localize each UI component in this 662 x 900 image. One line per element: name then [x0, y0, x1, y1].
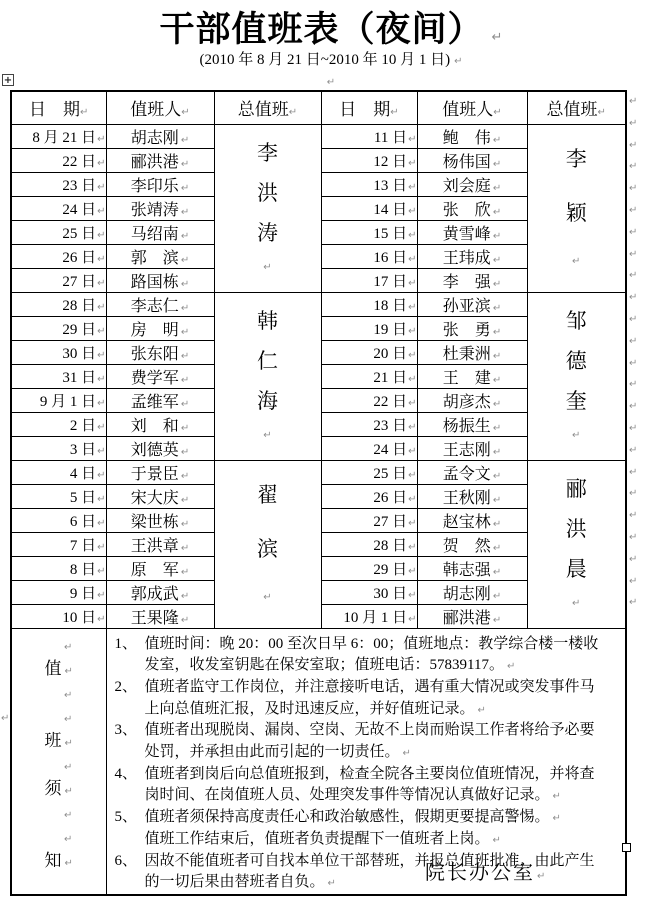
table-move-handle-icon[interactable]: + — [3, 74, 13, 86]
paragraph-mark-icon: ↵ — [97, 349, 106, 361]
paragraph-mark-icon: ↵ — [492, 590, 502, 602]
notes-label-char: 值 ↵ — [44, 658, 73, 678]
paragraph-mark-icon: ↵ — [477, 704, 486, 716]
paragraph-mark-icon: ↵ — [263, 262, 272, 274]
note-item — [113, 677, 624, 720]
paragraph-mark-icon: ↵ — [97, 445, 106, 457]
notes-cell — [106, 628, 626, 895]
duty-person-cell: 张东阳 ↵ — [106, 340, 214, 364]
paragraph-mark-icon: ↵ — [572, 430, 581, 442]
notes-list — [107, 629, 626, 894]
paragraph-mark-icon: ↵ — [492, 398, 502, 410]
paragraph-mark-icon: ↵ — [64, 857, 73, 869]
date-cell: 20 日↵ — [321, 340, 417, 364]
supervisor-cell: 李 颖 ↵ — [527, 124, 626, 292]
paragraph-mark-icon: ↵ — [97, 253, 106, 265]
paragraph-mark-icon: ↵ — [629, 466, 638, 478]
duty-person-cell: 张靖涛 ↵ — [106, 196, 214, 220]
duty-person-cell: 王洪章 ↵ — [106, 532, 214, 556]
note-text: 值班者到岗后向总值班报到，检查全院各主要岗位值班情况，并将查 岗时间、在岗值班人员、处理突发事件等情况认真做好记录。 ↵ — [144, 765, 595, 804]
note-text: 值班者出现脱岗、漏岗、空岗、无故不上岗而贻误工作者将给予必要 处罚，并承担由此而引起的一切责任。 ↵ — [144, 722, 595, 761]
note-text: 值班者须保持高度责任心和政治敏感性，假期更要提高警惕。 ↵ 值班工作结束后，值班者负责提醒下一值班者上岗。 ↵ — [144, 809, 561, 847]
note-number: 5、 — [114, 809, 138, 826]
paragraph-mark-icon: ↵ — [629, 248, 638, 260]
duty-person-cell: 胡志刚 ↵ — [106, 124, 214, 148]
notes-label-char: 须 ↵ — [44, 778, 73, 798]
notes-row — [11, 628, 626, 895]
paragraph-mark-icon: ↵ — [629, 204, 638, 216]
duty-person-cell: 李 强 ↵ — [417, 268, 527, 292]
paragraph-mark-icon: ↵ — [629, 161, 638, 173]
paragraph-mark-icon: ↵ — [180, 614, 190, 626]
paragraph-mark-icon: ↵ — [492, 518, 502, 530]
date-cell: 23 日↵ — [321, 412, 417, 436]
paragraph-mark-icon: ↵ — [97, 229, 106, 241]
supervisor-cell: 李 洪 涛 ↵ — [214, 124, 321, 292]
paragraph-mark-icon: ↵ — [180, 446, 190, 458]
date-cell: 6 日↵ — [11, 508, 106, 532]
date-cell: 25 日↵ — [11, 220, 106, 244]
date-cell: 10 日↵ — [11, 604, 106, 628]
empty-paragraph-line — [12, 633, 106, 657]
paragraph-mark-icon: ↵ — [64, 833, 73, 845]
paragraph-mark-icon: ↵ — [492, 206, 502, 218]
header-date-left: 日 期↵ — [11, 91, 106, 124]
note-item — [113, 720, 624, 763]
paragraph-mark-icon: ↵ — [326, 77, 336, 88]
duty-person-cell: 房 明 ↵ — [106, 316, 214, 340]
paragraph-mark-icon: ↵ — [597, 107, 606, 119]
paragraph-mark-icon: ↵ — [492, 470, 502, 482]
paragraph-mark-icon: ↵ — [629, 422, 638, 434]
duty-person-cell: 韩志强 ↵ — [417, 556, 527, 580]
paragraph-mark-icon: ↵ — [408, 301, 417, 313]
paragraph-mark-icon: ↵ — [180, 494, 190, 506]
paragraph-mark-icon: ↵ — [97, 493, 106, 505]
paragraph-mark-icon: ↵ — [572, 255, 581, 267]
duty-person-cell: 王志刚 ↵ — [417, 436, 527, 460]
date-cell: 22 日↵ — [321, 388, 417, 412]
notes-label-cell — [11, 628, 106, 895]
duty-person-cell: 郦洪港 ↵ — [106, 148, 214, 172]
duty-person-cell: 孟维军 ↵ — [106, 388, 214, 412]
date-cell: 11 日↵ — [321, 124, 417, 148]
paragraph-mark-icon: ↵ — [629, 96, 638, 107]
header-person-right: 值班人↵ — [417, 91, 527, 124]
page-title: 干部值班表（夜间） — [159, 10, 484, 49]
date-cell: 2 日↵ — [11, 412, 106, 436]
paragraph-mark-icon: ↵ — [180, 254, 190, 266]
paragraph-mark-icon: ↵ — [492, 542, 502, 554]
date-cell: 18 日↵ — [321, 292, 417, 316]
date-cell: 30 日↵ — [321, 580, 417, 604]
paragraph-mark-icon: ↵ — [629, 379, 638, 391]
paragraph-mark-icon: ↵ — [180, 518, 190, 530]
paragraph-mark-icon: ↵ — [263, 430, 272, 442]
table-resize-handle[interactable] — [622, 843, 631, 852]
paragraph-mark-icon: ↵ — [408, 253, 417, 265]
duty-person-cell: 赵宝林 ↵ — [417, 508, 527, 532]
paragraph-mark-icon: ↵ — [180, 422, 190, 434]
date-cell: 13 日↵ — [321, 172, 417, 196]
date-cell: 4 日↵ — [11, 460, 106, 484]
paragraph-mark-icon: ↵ — [180, 302, 190, 314]
duty-person-cell: 张 勇 ↵ — [417, 316, 527, 340]
paragraph-mark-icon: ↵ — [64, 761, 73, 773]
paragraph-mark-icon: ↵ — [181, 107, 190, 119]
duty-person-cell: 胡彦杰 ↵ — [417, 388, 527, 412]
date-cell: 16 日↵ — [321, 244, 417, 268]
paragraph-mark-icon: ↵ — [97, 373, 106, 385]
supervisor-cell: 翟 滨 ↵ — [214, 460, 321, 628]
duty-person-cell: 胡志刚 ↵ — [417, 580, 527, 604]
paragraph-mark-icon: ↵ — [97, 277, 106, 289]
paragraph-mark-icon: ↵ — [492, 182, 502, 194]
duty-person-cell: 杜秉洲 ↵ — [417, 340, 527, 364]
duty-person-cell: 杨振生 ↵ — [417, 412, 527, 436]
date-cell: 22 日↵ — [11, 148, 106, 172]
duty-person-cell: 于景臣 ↵ — [106, 460, 214, 484]
paragraph-mark-icon: ↵ — [64, 713, 73, 725]
paragraph-mark-icon: ↵ — [180, 470, 190, 482]
note-number: 2、 — [114, 678, 138, 695]
paragraph-mark-icon: ↵ — [492, 254, 502, 266]
date-cell: 10 月 1 日↵ — [321, 604, 417, 628]
note-number: 4、 — [114, 765, 138, 782]
paragraph-mark-icon: ↵ — [629, 575, 638, 587]
note-number: 6、 — [114, 852, 138, 869]
header-person-left: 值班人↵ — [106, 91, 214, 124]
paragraph-mark-icon: ↵ — [629, 401, 638, 413]
note-text: 因故不能值班者可自找本单位干部替班，并报总值班批准，由此产生 的一切后果由替班者自负。 ↵ — [144, 852, 595, 891]
note-text: 值班者监守工作岗位，并注意接听电话，遇有重大情况或突发事件马 上向总值班汇报，及时迅速反应，并好值班记录。 ↵ — [144, 678, 595, 717]
duty-person-cell: 贺 然 ↵ — [417, 532, 527, 556]
table-row — [11, 460, 626, 484]
paragraph-mark-icon: ↵ — [64, 689, 73, 701]
paragraph-mark-icon: ↵ — [408, 205, 417, 217]
paragraph-mark-icon: ↵ — [408, 613, 417, 625]
paragraph-mark-icon: ↵ — [492, 326, 502, 338]
paragraph-mark-icon: ↵ — [64, 665, 73, 677]
paragraph-mark-icon: ↵ — [64, 809, 73, 821]
paragraph-mark-icon: ↵ — [180, 158, 190, 170]
paragraph-mark-icon: ↵ — [408, 421, 417, 433]
header-row — [11, 91, 626, 124]
paragraph-mark-icon: ↵ — [629, 488, 638, 500]
notes-label-char: 班 ↵ — [44, 730, 73, 750]
paragraph-mark-icon: ↵ — [180, 542, 190, 554]
duty-person-cell: 郦洪港 ↵ — [417, 604, 527, 628]
duty-person-cell: 王玮成 ↵ — [417, 244, 527, 268]
duty-person-cell: 刘 和 ↵ — [106, 412, 214, 436]
duty-person-cell: 孙亚滨 ↵ — [417, 292, 527, 316]
paragraph-mark-icon: ↵ — [552, 813, 561, 825]
paragraph-mark-icon: ↵ — [408, 373, 417, 385]
date-cell: 8 日↵ — [11, 556, 106, 580]
paragraph-mark-icon: ↵ — [408, 469, 417, 481]
paragraph-mark-icon: ↵ — [629, 117, 638, 129]
date-cell: 5 日↵ — [11, 484, 106, 508]
page-subtitle: (2010 年 8 月 21 日~2010 年 10 月 1 日) — [199, 52, 451, 68]
paragraph-mark-icon: ↵ — [629, 292, 638, 304]
empty-paragraph-line — [12, 681, 106, 705]
paragraph-mark-icon: ↵ — [180, 374, 190, 386]
header-date-right: 日 期↵ — [321, 91, 417, 124]
paragraph-mark-icon: ↵ — [390, 107, 399, 119]
notes-vertical-label — [12, 629, 106, 889]
supervisor-cell: 韩 仁 海 ↵ — [214, 292, 321, 460]
page-subtitle-row — [0, 48, 662, 69]
paragraph-mark-icon: ↵ — [97, 181, 106, 193]
date-cell: 31 日↵ — [11, 364, 106, 388]
paragraph-mark-icon: ↵ — [492, 494, 502, 506]
paragraph-mark-icon: ↵ — [97, 589, 106, 601]
paragraph-mark-icon: ↵ — [492, 614, 502, 626]
duty-person-cell: 刘德英 ↵ — [106, 436, 214, 460]
paragraph-mark-icon: ↵ — [97, 157, 106, 169]
duty-roster-table — [10, 90, 627, 896]
table-row — [11, 292, 626, 316]
paragraph-mark-icon: ↵ — [97, 469, 106, 481]
date-cell: 7 日↵ — [11, 532, 106, 556]
paragraph-mark-icon: ↵ — [493, 107, 502, 119]
empty-paragraph-line — [12, 705, 106, 729]
note-number: 1、 — [114, 635, 138, 652]
empty-paragraph-line — [12, 753, 106, 777]
paragraph-mark-icon: ↵ — [1, 713, 10, 724]
duty-person-cell: 原 军 ↵ — [106, 556, 214, 580]
date-cell: 27 日↵ — [321, 508, 417, 532]
paragraph-mark-icon: ↵ — [97, 565, 106, 577]
duty-person-cell: 梁世栋 ↵ — [106, 508, 214, 532]
date-cell: 26 日↵ — [321, 484, 417, 508]
note-number: 3、 — [114, 722, 138, 739]
paragraph-mark-icon: ↵ — [492, 446, 502, 458]
paragraph-mark-icon: ↵ — [629, 510, 638, 522]
date-cell: 19 日↵ — [321, 316, 417, 340]
paragraph-mark-icon: ↵ — [97, 301, 106, 313]
paragraph-mark-icon: ↵ — [97, 613, 106, 625]
paragraph-mark-icon: ↵ — [492, 302, 502, 314]
date-cell: 27 日↵ — [11, 268, 106, 292]
duty-person-cell: 张 欣 ↵ — [417, 196, 527, 220]
paragraph-mark-icon: ↵ — [97, 541, 106, 553]
paragraph-mark-icon: ↵ — [408, 565, 417, 577]
duty-person-cell: 马绍南 ↵ — [106, 220, 214, 244]
paragraph-mark-icon: ↵ — [80, 107, 89, 119]
paragraph-mark-icon: ↵ — [491, 30, 503, 45]
paragraph-mark-icon: ↵ — [408, 181, 417, 193]
paragraph-mark-icon: ↵ — [408, 493, 417, 505]
paragraph-mark-icon: ↵ — [492, 230, 502, 242]
paragraph-mark-icon: ↵ — [492, 134, 502, 146]
date-cell: 3 日↵ — [11, 436, 106, 460]
paragraph-mark-icon: ↵ — [408, 325, 417, 337]
paragraph-mark-icon: ↵ — [408, 541, 417, 553]
paragraph-mark-icon: ↵ — [64, 641, 73, 653]
header-supervisor-left: 总值班↵ — [214, 91, 321, 124]
date-cell: 29 日↵ — [321, 556, 417, 580]
notes-label-char: 知 ↵ — [44, 850, 73, 870]
paragraph-mark-icon: ↵ — [180, 566, 190, 578]
duty-person-cell: 郭 滨 ↵ — [106, 244, 214, 268]
paragraph-mark-icon: ↵ — [97, 421, 106, 433]
paragraph-mark-icon: ↵ — [97, 517, 106, 529]
paragraph-mark-icon: ↵ — [506, 661, 516, 673]
paragraph-mark-icon: ↵ — [454, 56, 463, 67]
paragraph-mark-icon: ↵ — [492, 158, 502, 170]
duty-person-cell: 王果隆 ↵ — [106, 604, 214, 628]
paragraph-mark-icon: ↵ — [629, 531, 638, 543]
date-cell: 21 日↵ — [321, 364, 417, 388]
paragraph-mark-icon: ↵ — [180, 326, 190, 338]
paragraph-mark-icon: ↵ — [629, 313, 638, 325]
paragraph-mark-icon: ↵ — [408, 277, 417, 289]
date-cell: 24 日↵ — [11, 196, 106, 220]
paragraph-mark-icon: ↵ — [64, 737, 73, 749]
paragraph-mark-icon: ↵ — [180, 590, 190, 602]
paragraph-mark-icon: ↵ — [408, 349, 417, 361]
duty-person-cell: 郭成武 ↵ — [106, 580, 214, 604]
duty-person-cell: 刘会庭 ↵ — [417, 172, 527, 196]
date-cell: 15 日↵ — [321, 220, 417, 244]
paragraph-mark-icon: ↵ — [552, 791, 561, 803]
paragraph-mark-icon: ↵ — [180, 350, 190, 362]
paragraph-mark-icon: ↵ — [180, 182, 190, 194]
date-cell: 17 日↵ — [321, 268, 417, 292]
date-cell: 12 日↵ — [321, 148, 417, 172]
duty-person-cell: 李印乐 ↵ — [106, 172, 214, 196]
date-cell: 25 日↵ — [321, 460, 417, 484]
paragraph-mark-icon: ↵ — [64, 785, 73, 797]
paragraph-mark-icon: ↵ — [263, 591, 272, 603]
paragraph-mark-icon: ↵ — [629, 444, 638, 456]
paragraph-mark-icon: ↵ — [629, 226, 638, 238]
supervisor-cell: 郦 洪 晨 ↵ — [527, 460, 626, 628]
paragraph-mark-icon: ↵ — [408, 157, 417, 169]
duty-person-cell: 孟令文 ↵ — [417, 460, 527, 484]
duty-person-cell: 黄雪峰 ↵ — [417, 220, 527, 244]
paragraph-mark-icon: ↵ — [180, 278, 190, 290]
right-margin-paragraph-marks — [629, 97, 637, 620]
signature: 院长办公室 ↵ — [425, 862, 546, 884]
paragraph-mark-icon: ↵ — [180, 134, 190, 146]
paragraph-mark-icon: ↵ — [408, 517, 417, 529]
paragraph-mark-icon: ↵ — [180, 398, 190, 410]
empty-paragraph-line — [12, 801, 106, 825]
duty-person-cell: 王秋刚 ↵ — [417, 484, 527, 508]
paragraph-mark-icon: ↵ — [97, 325, 106, 337]
date-cell: 24 日↵ — [321, 436, 417, 460]
paragraph-mark-icon: ↵ — [408, 589, 417, 601]
date-cell: 23 日↵ — [11, 172, 106, 196]
paragraph-mark-icon: ↵ — [492, 278, 502, 290]
note-text: 值班时间：晚 20：00 至次日早 6：00；值班地点：教学综合楼一楼收 发室，收发室钥匙在保安室取；值班电话：57839117。 ↵ — [144, 635, 599, 674]
duty-person-cell: 李志仁 ↵ — [106, 292, 214, 316]
header-supervisor-right: 总值班↵ — [527, 91, 626, 124]
paragraph-mark-icon: ↵ — [629, 597, 638, 609]
paragraph-mark-icon: ↵ — [408, 133, 417, 145]
date-cell: 9 月 1 日↵ — [11, 388, 106, 412]
date-cell: 9 日↵ — [11, 580, 106, 604]
paragraph-mark-icon: ↵ — [492, 566, 502, 578]
paragraph-mark-icon: ↵ — [97, 205, 106, 217]
paragraph-mark-icon: ↵ — [97, 397, 106, 409]
paragraph-mark-icon: ↵ — [629, 270, 638, 282]
date-cell: 28 日↵ — [321, 532, 417, 556]
paragraph-mark-icon: ↵ — [492, 350, 502, 362]
duty-person-cell: 鲍 伟 ↵ — [417, 124, 527, 148]
paragraph-mark-icon: ↵ — [492, 374, 502, 386]
duty-person-cell: 费学军 ↵ — [106, 364, 214, 388]
paragraph-mark-icon: ↵ — [408, 397, 417, 409]
paragraph-mark-icon: ↵ — [492, 834, 501, 846]
paragraph-mark-icon: ↵ — [629, 335, 638, 347]
supervisor-cell: 邹 德 奎 ↵ — [527, 292, 626, 460]
date-cell: 26 日↵ — [11, 244, 106, 268]
paragraph-mark-icon: ↵ — [288, 107, 298, 119]
table-row — [11, 124, 626, 148]
paragraph-mark-icon: ↵ — [180, 230, 190, 242]
paragraph-mark-icon: ↵ — [97, 133, 106, 145]
paragraph-mark-icon: ↵ — [629, 139, 638, 151]
duty-person-cell: 王 建 ↵ — [417, 364, 527, 388]
paragraph-mark-icon: ↵ — [180, 206, 190, 218]
date-cell: 8 月 21 日↵ — [11, 124, 106, 148]
note-item — [113, 807, 624, 850]
date-cell: 14 日↵ — [321, 196, 417, 220]
note-item — [113, 764, 624, 807]
empty-paragraph-mark — [0, 72, 662, 90]
paragraph-mark-icon: ↵ — [629, 183, 638, 195]
paragraph-mark-icon: ↵ — [327, 878, 336, 890]
paragraph-mark-icon: ↵ — [572, 598, 581, 610]
paragraph-mark-icon: ↵ — [492, 422, 502, 434]
date-cell: 29 日↵ — [11, 316, 106, 340]
paragraph-mark-icon: ↵ — [408, 445, 417, 457]
duty-person-cell: 杨伟国 ↵ — [417, 148, 527, 172]
roster-body — [11, 124, 626, 628]
paragraph-mark-icon: ↵ — [629, 553, 638, 565]
paragraph-mark-icon: ↵ — [629, 357, 638, 369]
duty-person-cell: 路国栋 ↵ — [106, 268, 214, 292]
duty-person-cell: 宋大庆 ↵ — [106, 484, 214, 508]
paragraph-mark-icon: ↵ — [408, 229, 417, 241]
date-cell: 28 日↵ — [11, 292, 106, 316]
paragraph-mark-icon: ↵ — [402, 748, 411, 760]
page-title-row — [0, 2, 662, 52]
note-item — [113, 634, 624, 677]
empty-paragraph-line — [12, 825, 106, 849]
paragraph-mark-icon: ↵ — [537, 871, 546, 882]
note-item — [113, 851, 624, 894]
date-cell: 30 日↵ — [11, 340, 106, 364]
